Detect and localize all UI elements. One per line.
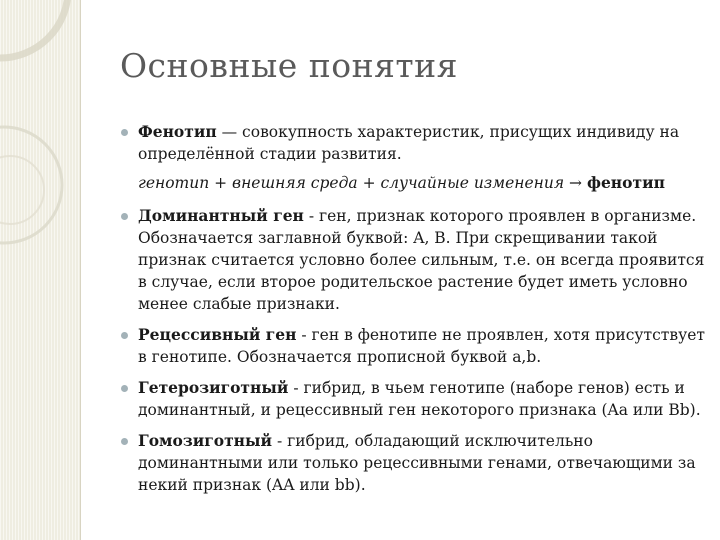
term-label: Доминантный ген (138, 206, 304, 225)
term-label: Рецессивный ген (138, 325, 297, 344)
definition-text: - ген, признак которого проявлен в организме. Обозначается заглавной буквой: A, B. При скрещивании такой признак считается условно более сильным, т.е. он всегда проявится в случае, если второе родительское растение будет иметь условно менее слабые признаки. (138, 207, 705, 313)
content-list (105, 121, 705, 505)
term-label: Гомозиготный (138, 431, 273, 450)
bullet-icon (121, 385, 128, 392)
formula-result: фенотип (586, 173, 665, 192)
bullet-icon (121, 438, 128, 445)
bullet-icon (121, 332, 128, 339)
definition-text: - гибрид, обладающий исключительно доминантными или только рецессивными генами, отвечающими за некий признак (AA или bb). (138, 432, 696, 494)
list-item-phenotype (105, 121, 705, 165)
bullet-icon (121, 213, 128, 220)
list-item-homozygous (105, 430, 705, 496)
decorative-ring-middle (0, 127, 62, 243)
decorative-ring-inner (0, 156, 44, 224)
slide-title: Основные понятия (120, 46, 458, 85)
list-item-recessive-gene (105, 324, 705, 368)
definition-text: - ген в фенотипе не проявлен, хотя присутствует в генотипе. Обозначается прописной буквой a,b. (138, 326, 705, 366)
phenotype-formula (105, 172, 705, 194)
list-item-heterozygous (105, 377, 705, 421)
definition-text: — совокупность характеристик, присущих индивиду на определённой стадии развития. (138, 123, 680, 163)
decorative-ring-top (0, 0, 68, 58)
term-label: Фенотип (138, 122, 217, 141)
definition-text: - гибрид, в чьем генотипе (наборе генов) есть и доминантный, и рецессивный ген некоторого признака (Aa или Bb). (138, 379, 701, 419)
bullet-icon (121, 129, 128, 136)
decorative-rings (0, 0, 90, 260)
list-item-dominant-gene (105, 205, 705, 315)
formula-expression: генотип + внешняя среда + случайные изменения → (138, 174, 587, 192)
term-label: Гетерозиготный (138, 378, 289, 397)
